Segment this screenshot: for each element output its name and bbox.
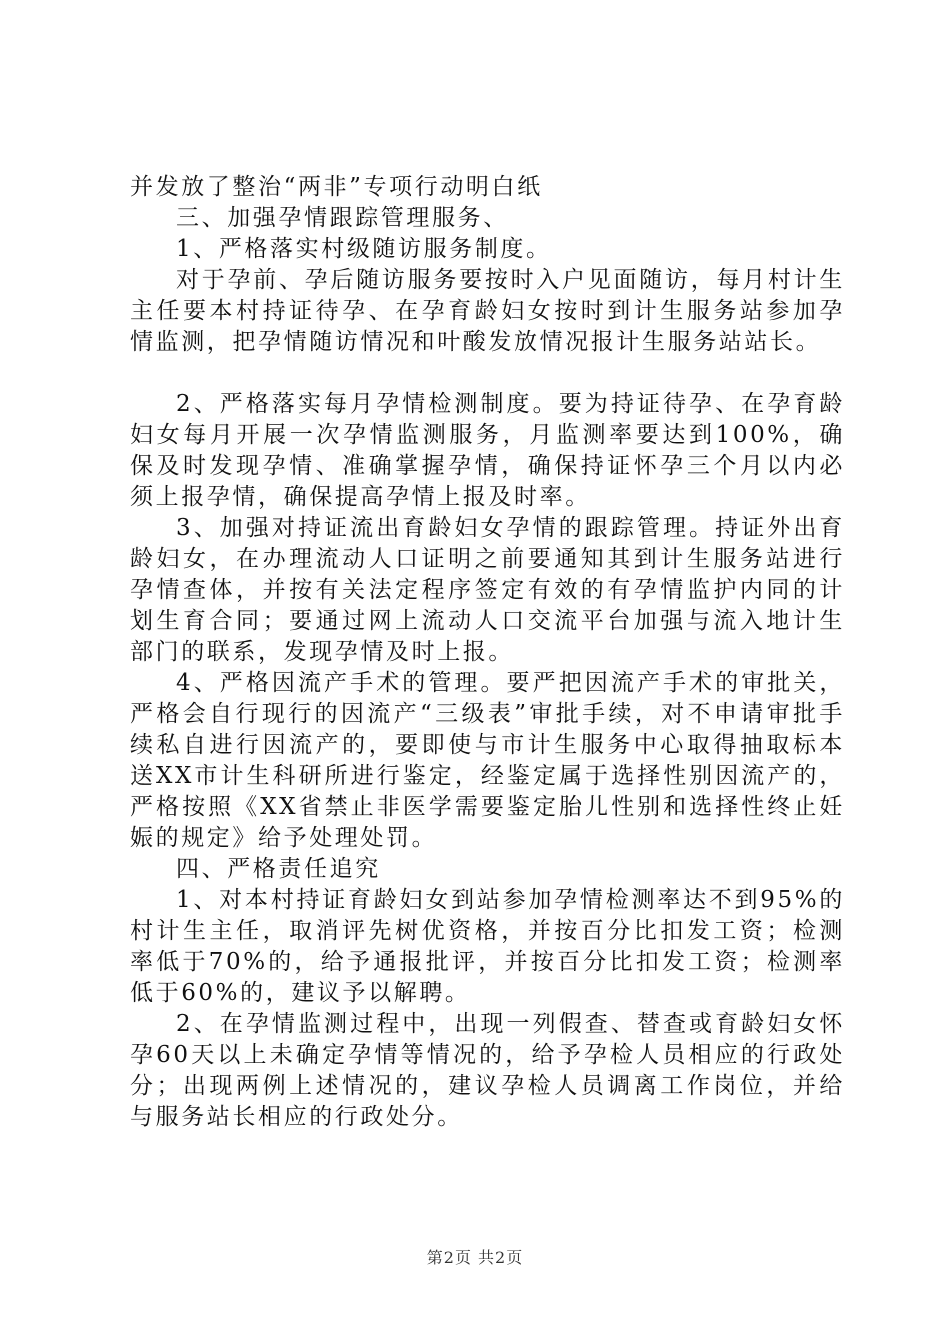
paragraph-3-2: 2、严格落实每月孕情检测制度。要为持证待孕、在孕育龄妇女每月开展一次孕情监测服务，月监测率要达到100%，确保及时发现孕情、准确掌握孕情，确保持证怀孕三个月以内必须上报孕情，确保提高孕情上报及时率。: [130, 391, 845, 510]
paragraph-4-1: 1、对本村持证育龄妇女到站参加孕情检测率达不到95%的村计生主任，取消评先树优资格，并按百分比扣发工资；检测率低于70%的，给予通报批评，并按百分比扣发工资；检测率低于60%的，建议予以解聘。: [130, 887, 845, 1006]
section-heading-4: 四、严格责任追究: [176, 856, 381, 882]
page-number-label: 第2页 共2页: [426, 1248, 524, 1267]
paragraph-3-3: 3、加强对持证流出育龄妇女孕情的跟踪管理。持证外出育龄妇女，在办理流动人口证明之前要通知其到计生服务站进行孕情查体，并按有关法定程序签定有效的有孕情监护内同的计划生育合同；要通过网上流动人口交流平台加强与流入地计生部门的联系，发现孕情及时上报。: [130, 515, 845, 665]
paragraph-3-1: 对于孕前、孕后随访服务要按时入户见面随访，每月村计生主任要本村持证待孕、在孕育龄妇女按时到计生服务站参加孕情监测，把孕情随访情况和叶酸发放情况报计生服务站站长。: [130, 267, 845, 355]
document-body: [130, 172, 845, 1133]
blank-line: [130, 358, 845, 389]
paragraph-continuation: 并发放了整治“两非”专项行动明白纸: [130, 174, 543, 200]
subheading-3-1: 1、严格落实村级随访服务制度。: [176, 236, 552, 262]
paragraph-3-4: 4、严格因流产手术的管理。要严把因流产手术的审批关，严格会自行现行的因流产“三级表”审批手续，对不申请审批手续私自进行因流产的，要即使与市计生服务中心取得抽取标本送XX市计生科研所进行鉴定，经鉴定属于选择性别因流产的，严格按照《XX省禁止非医学需要鉴定胎儿性别和选择性终止妊娠的规定》给予处理处罚。: [130, 670, 845, 851]
paragraph-4-2: 2、在孕情监测过程中，出现一列假查、替查或育龄妇女怀孕60天以上未确定孕情等情况的，给予孕检人员相应的行政处分；出现两例上述情况的，建议孕检人员调离工作岗位，并给与服务站长相应的行政处分。: [130, 1011, 845, 1130]
section-heading-3: 三、加强孕情跟踪管理服务、: [176, 205, 509, 231]
page-footer: [0, 1245, 950, 1268]
